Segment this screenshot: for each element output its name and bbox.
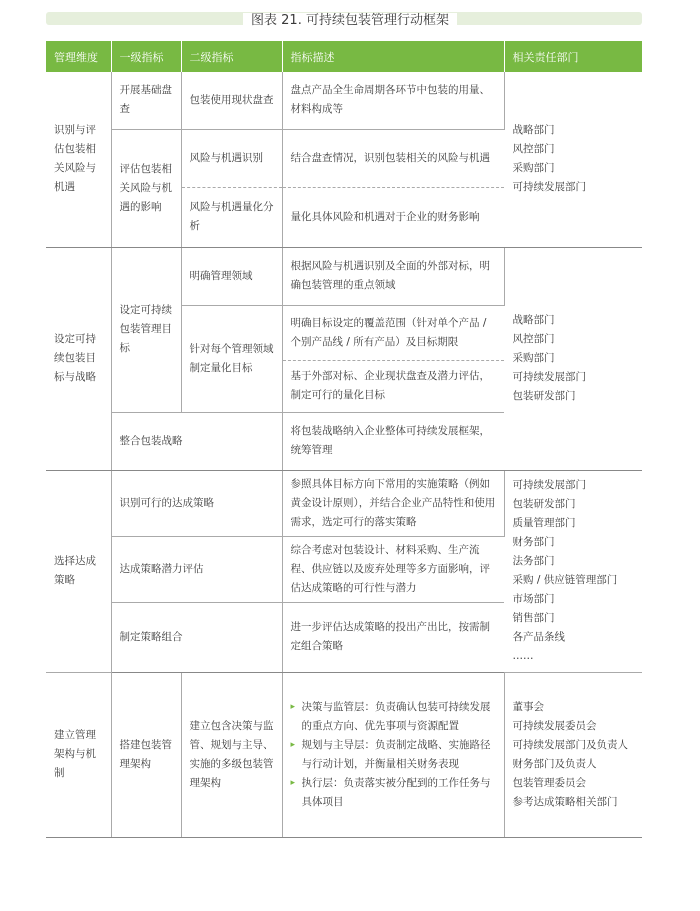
level2-cell: 建立包含决策与监管、规划与主导、实施的多级包装管理架构: [181, 672, 282, 837]
level1-cell: 整合包装战略: [111, 412, 282, 470]
department-item: 质量管理部门: [512, 517, 576, 529]
dimension-cell: 选择达成策略: [46, 470, 111, 672]
department-item: 采购部门: [512, 162, 555, 175]
bullet-item: ▸ 执行层：负责落实被分配到的工作任务与具体项目: [291, 774, 496, 812]
department-item: 采购 / 供应链管理部门: [512, 574, 618, 586]
department-item: 参考达成策略相关部门: [512, 795, 618, 808]
department-item: 可持续发展部门: [512, 371, 586, 383]
bullet-item: ▸ 决策与监管层：负责确认包装可持续发展的重点方向、优先事项与资源配置: [291, 698, 496, 736]
department-item: 包装管理委员会: [512, 776, 586, 789]
department-item: 财务部门及负责人: [512, 757, 597, 770]
header-level2: 二级指标: [181, 41, 282, 72]
department-item: 法务部门: [512, 555, 555, 567]
department-item: 包装研发部门: [512, 498, 576, 510]
table-row: [46, 72, 642, 129]
header-row: [46, 41, 642, 72]
department-item: 风控部门: [512, 333, 555, 345]
level2-cell: 包装使用现状盘查: [181, 72, 282, 129]
level2-cell: 风险与机遇量化分析: [181, 187, 282, 247]
departments-cell: [504, 470, 642, 672]
level1-cell: 开展基础盘查: [111, 72, 181, 129]
description-cell: 参照具体目标方向下常用的实施策略（例如黄金设计原则），并结合企业产品特性和使用需求，选定可行的落实策略: [282, 470, 504, 536]
level1-cell: 达成策略潜力评估: [111, 536, 282, 602]
description-cell: [282, 672, 504, 837]
level1-cell: 识别可行的达成策略: [111, 470, 282, 536]
framework-table: [46, 41, 642, 838]
figure-title: [0, 9, 700, 28]
description-cell: 明确目标设定的覆盖范围（针对单个产品 / 个别产品线 / 所有产品）及目标期限: [282, 305, 504, 360]
bullet-item: ▸ 规划与主导层：负责制定战略、实施路径与行动计划，并衡量相关财务表现: [291, 736, 496, 774]
department-item: ……: [512, 650, 534, 662]
description-cell: 盘点产品全生命周期各环节中包装的用量、材料构成等: [282, 72, 504, 129]
header-description: 指标描述: [282, 41, 504, 72]
department-item: 财务部门: [512, 536, 555, 548]
level1-cell: 评估包装相关风险与机遇的影响: [111, 129, 181, 247]
department-item: 采购部门: [512, 352, 555, 364]
level2-cell: 风险与机遇识别: [181, 129, 282, 187]
department-item: 可持续发展部门及负责人: [512, 738, 628, 751]
header-level1: 一级指标: [111, 41, 181, 72]
description-cell: 进一步评估达成策略的投出产出比，按需制定组合策略: [282, 602, 504, 672]
description-cell: 量化具体风险和机遇对于企业的财务影响: [282, 187, 504, 247]
figure-title-text: 图表 21. 可持续包装管理行动框架: [243, 13, 457, 28]
departments-cell: [504, 72, 642, 247]
department-item: 董事会: [512, 700, 544, 713]
level1-cell: 制定策略组合: [111, 602, 282, 672]
table-row: [46, 247, 642, 305]
department-item: 销售部门: [512, 612, 555, 624]
header-dimension: 管理维度: [46, 41, 111, 72]
header-departments: 相关责任部门: [504, 41, 642, 72]
department-item: 战略部门: [512, 124, 555, 137]
description-cell: 结合盘查情况，识别包装相关的风险与机遇: [282, 129, 504, 187]
department-item: 包装研发部门: [512, 390, 576, 402]
department-item: 战略部门: [512, 314, 555, 326]
dimension-cell: 设定可持续包装目标与战略: [46, 247, 111, 470]
department-item: 可持续发展部门: [512, 181, 586, 194]
dimension-cell: 识别与评估包装相关风险与机遇: [46, 72, 111, 247]
description-cell: 基于外部对标、企业现状盘查及潜力评估，制定可行的量化目标: [282, 360, 504, 412]
departments-cell: [504, 672, 642, 837]
department-item: 可持续发展部门: [512, 479, 586, 491]
description-cell: 根据风险与机遇识别及全面的外部对标，明确包装管理的重点领域: [282, 247, 504, 305]
description-cell: 将包装战略纳入企业整体可持续发展框架，统筹管理: [282, 412, 504, 470]
table-row: [46, 470, 642, 536]
department-item: 各产品条线: [512, 631, 565, 643]
level2-cell: 针对每个管理领域制定量化目标: [181, 305, 282, 412]
department-item: 可持续发展委员会: [512, 719, 597, 732]
level1-cell: 搭建包装管理架构: [111, 672, 181, 837]
table-row: [46, 672, 642, 837]
level2-cell: 明确管理领域: [181, 247, 282, 305]
department-item: 市场部门: [512, 593, 555, 605]
departments-cell: [504, 247, 642, 470]
dimension-cell: 建立管理架构与机制: [46, 672, 111, 837]
level1-cell: 设定可持续包装管理目标: [111, 247, 181, 412]
department-item: 风控部门: [512, 143, 555, 156]
description-cell: 综合考虑对包装设计、材料采购、生产流程、供应链以及废弃处理等多方面影响，评估达成策略的可行性与潜力: [282, 536, 504, 602]
